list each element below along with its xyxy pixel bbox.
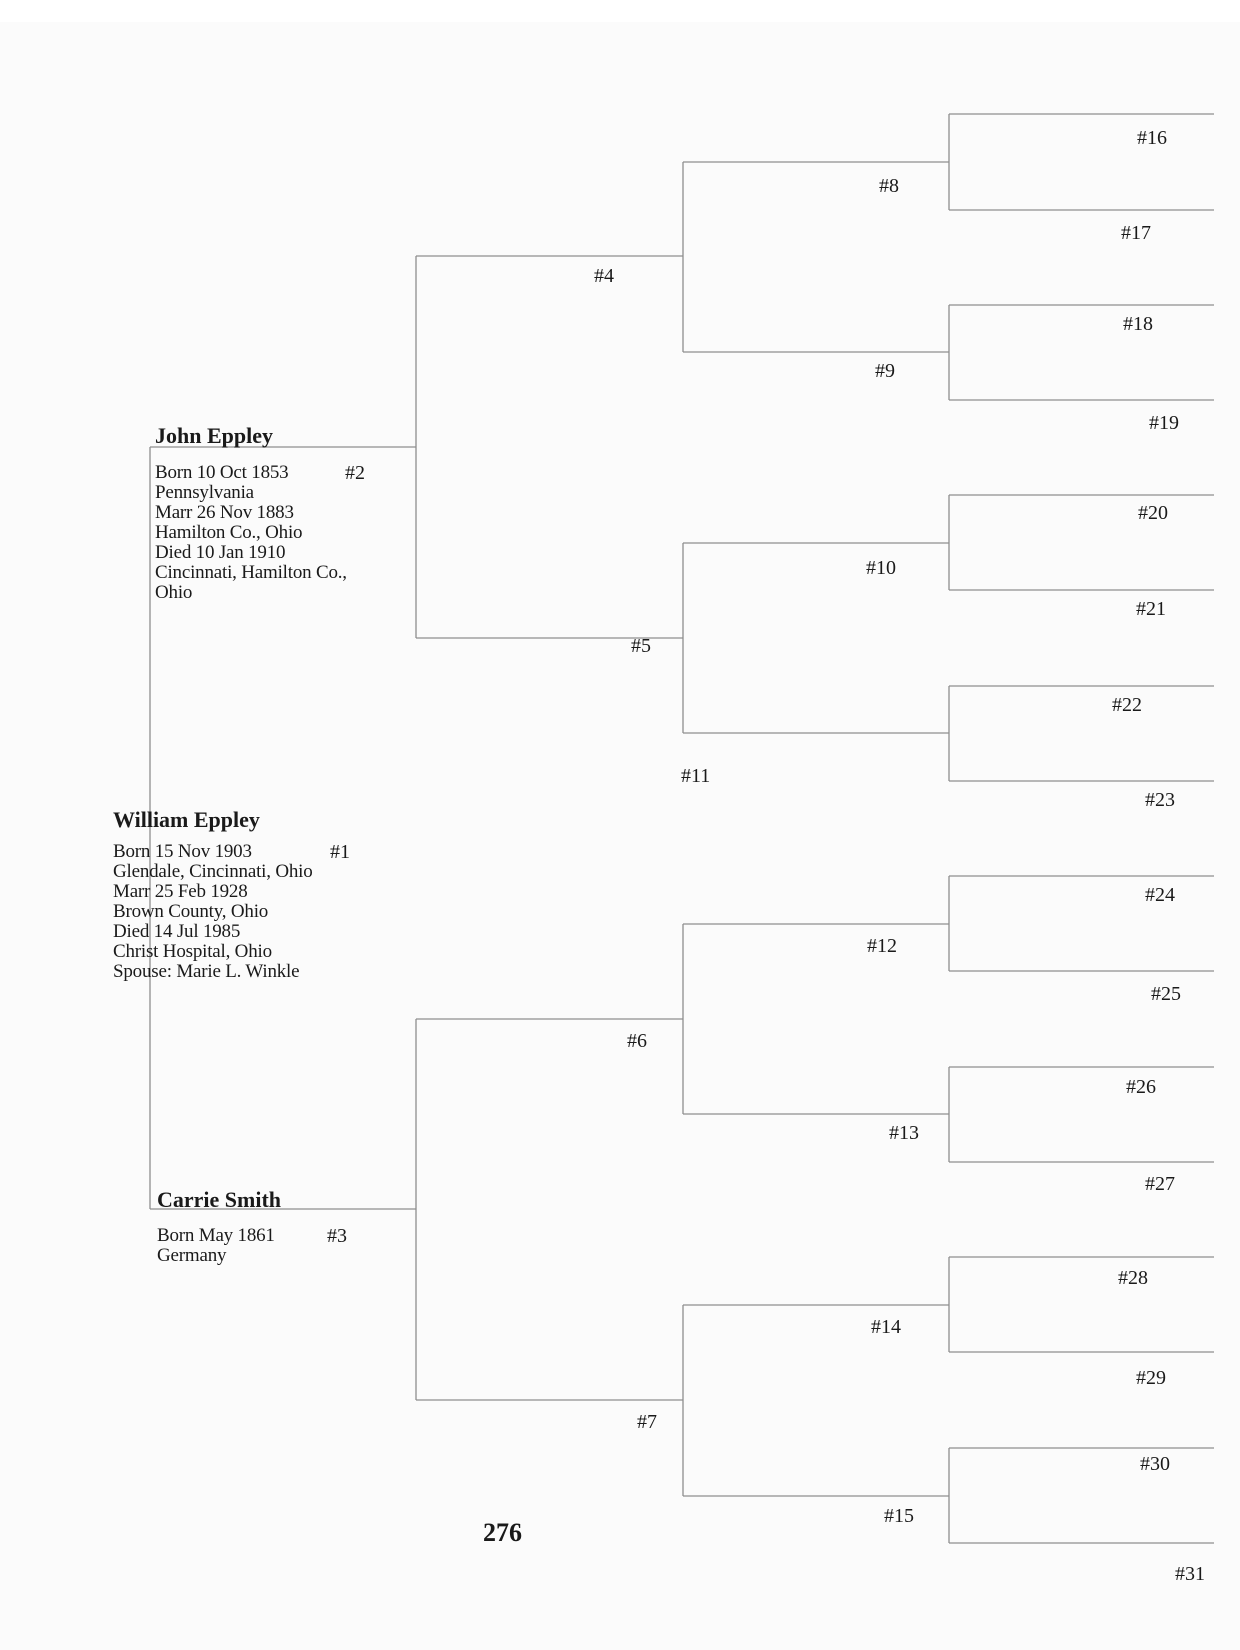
person-1-detail-line: Spouse: Marie L. Winkle [113, 961, 300, 982]
person-1-detail-line: Christ Hospital, Ohio [113, 941, 272, 962]
slot-9-number: #9 [875, 360, 895, 382]
person-2-number: #2 [345, 462, 365, 484]
slot-29-number: #29 [1136, 1367, 1166, 1389]
person-2-name: John Eppley [155, 423, 273, 448]
slot-13-number: #13 [889, 1122, 919, 1144]
slot-21-number: #21 [1136, 598, 1166, 620]
slot-23-number: #23 [1145, 789, 1175, 811]
person-2-detail-line: Cincinnati, Hamilton Co., [155, 562, 347, 583]
slot-14-number: #14 [871, 1316, 901, 1338]
slot-12-number: #12 [867, 935, 897, 957]
slot-8-number: #8 [879, 175, 899, 197]
slot-17-number: #17 [1121, 222, 1151, 244]
slot-16-number: #16 [1137, 127, 1167, 149]
slot-25-number: #25 [1151, 983, 1181, 1005]
slot-24-number: #24 [1145, 884, 1175, 906]
slot-11-number: #11 [681, 765, 711, 787]
person-3-detail-line: Germany [157, 1245, 227, 1266]
person-1-name: William Eppley [113, 807, 260, 832]
person-1-detail-line: Glendale, Cincinnati, Ohio [113, 861, 313, 882]
slot-26-number: #26 [1126, 1076, 1156, 1098]
person-2-detail-line: Marr 26 Nov 1883 [155, 502, 294, 523]
person-1-number: #1 [330, 841, 350, 863]
slot-19-number: #19 [1149, 412, 1179, 434]
slot-10-number: #10 [866, 557, 896, 579]
slot-20-number: #20 [1138, 502, 1168, 524]
person-2-details [155, 463, 347, 603]
person-3-name: Carrie Smith [157, 1187, 282, 1212]
person-2-detail-line: Hamilton Co., Ohio [155, 522, 303, 543]
page-number: 276 [483, 1518, 522, 1547]
person-1-detail-line: Died 14 Jul 1985 [113, 921, 241, 942]
person-3-details [157, 1226, 275, 1266]
slot-18-number: #18 [1123, 313, 1153, 335]
person-2-detail-line: Born 10 Oct 1853 [155, 462, 289, 483]
slot-31-number: #31 [1175, 1563, 1205, 1585]
person-3-number: #3 [327, 1225, 347, 1247]
slot-30-number: #30 [1140, 1453, 1170, 1475]
slot-4-number: #4 [594, 265, 614, 287]
slot-28-number: #28 [1118, 1267, 1148, 1289]
slot-15-number: #15 [884, 1505, 914, 1527]
slot-27-number: #27 [1145, 1173, 1175, 1195]
person-2-detail-line: Ohio [155, 582, 193, 603]
person-2-detail-line: Died 10 Jan 1910 [155, 542, 286, 563]
slot-6-number: #6 [627, 1030, 647, 1052]
slot-7-number: #7 [637, 1411, 657, 1433]
slot-5-number: #5 [631, 635, 651, 657]
slot-22-number: #22 [1112, 694, 1142, 716]
person-3-detail-line: Born May 1861 [157, 1225, 275, 1246]
person-2-detail-line: Pennsylvania [155, 482, 254, 503]
person-1-detail-line: Born 15 Nov 1903 [113, 841, 252, 862]
person-1-detail-line: Brown County, Ohio [113, 901, 269, 922]
person-1-detail-line: Marr 25 Feb 1928 [113, 881, 248, 902]
person-1-details [113, 842, 313, 982]
